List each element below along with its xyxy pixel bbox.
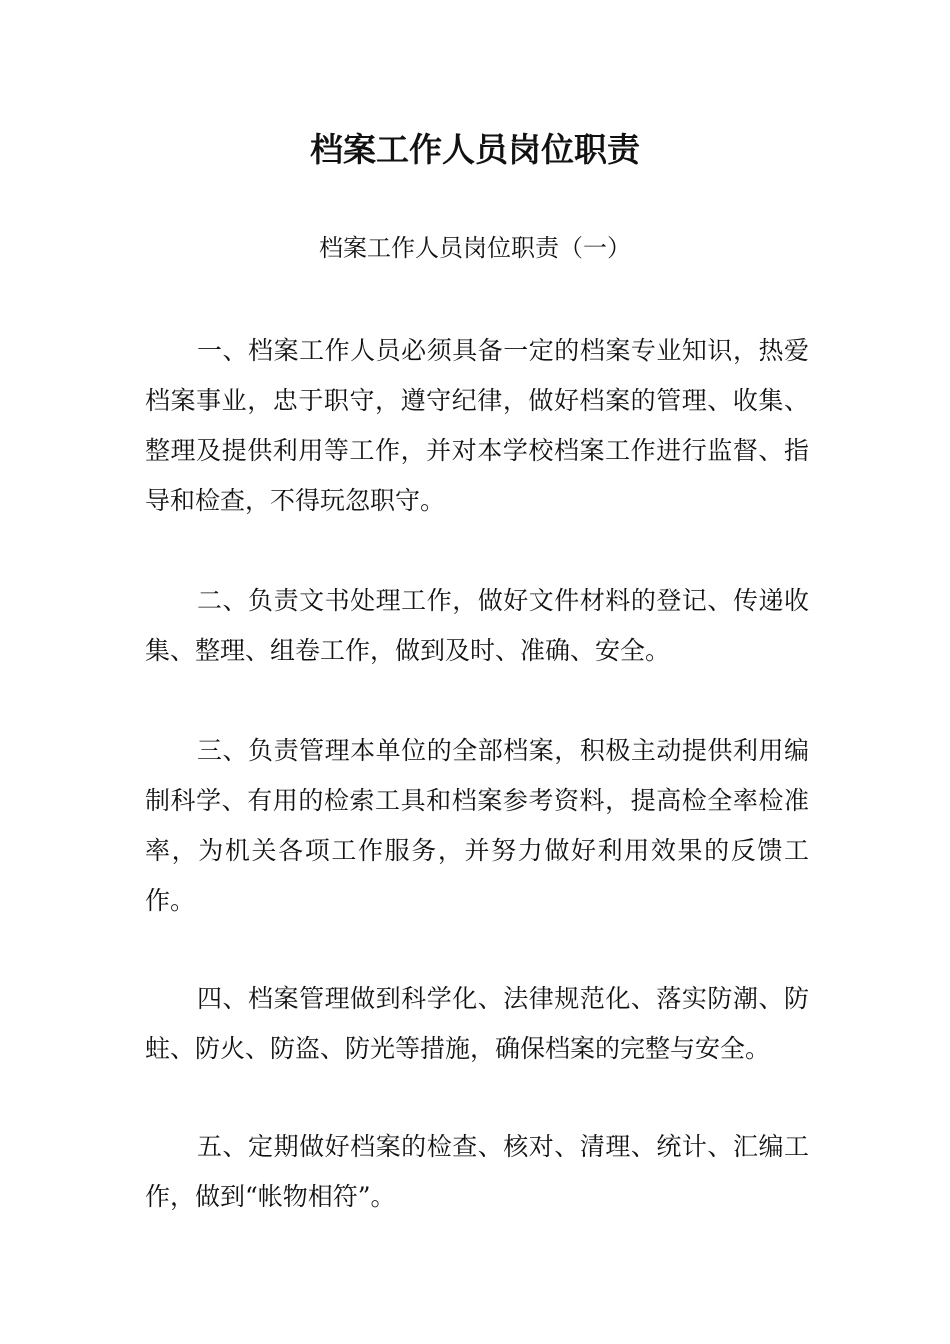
- paragraph-duty-1: 一、档案工作人员必须具备一定的档案专业知识，热爱档案事业，忠于职守，遵守纪律，做好档案的管理、收集、整理及提供利用等工作，并对本学校档案工作进行监督、指导和检查，不得玩忽职守。: [145, 336, 809, 515]
- document-title: 档案工作人员岗位职责: [310, 130, 640, 169]
- paragraph-duty-3: 三、负责管理本单位的全部档案，积极主动提供利用编制科学、有用的检索工具和档案参考资料，提高检全率检准率，为机关各项工作服务，并努力做好利用效果的反馈工作。: [145, 736, 809, 915]
- paragraph-duty-2: 二、负责文书处理工作，做好文件材料的登记、传递收集、整理、组卷工作，做到及时、准确、安全。: [145, 586, 809, 665]
- document-subtitle: 档案工作人员岗位职责（一）: [319, 234, 631, 262]
- paragraph-duty-5: 五、定期做好档案的检查、核对、清理、统计、汇编工作，做到“帐物相符”。: [145, 1132, 809, 1211]
- paragraph-duty-4: 四、档案管理做到科学化、法律规范化、落实防潮、防蛀、防火、防盗、防光等措施，确保档案的完整与安全。: [145, 984, 809, 1063]
